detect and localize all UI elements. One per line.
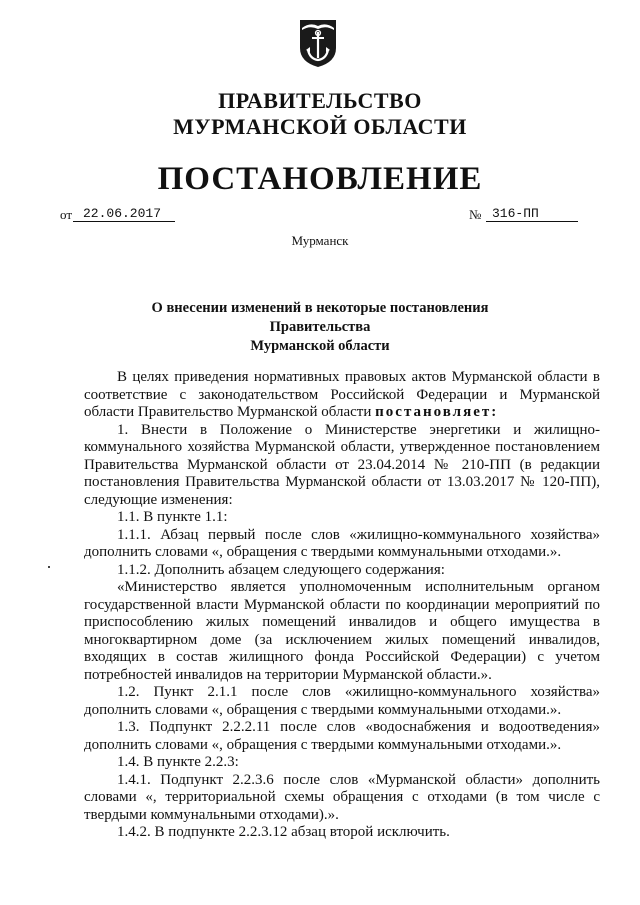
document-body [84, 369, 600, 842]
paragraph-1-3: 1.3. Подпункт 2.2.2.11 после слов «водоснабжения и водоотведения» дополнить словами «, обращения с твердыми коммунальными отходами.». [84, 719, 600, 753]
title-line1: О внесении изменений в некоторые постановления Правительства [151, 300, 489, 335]
paragraph-1-4-2: 1.4.2. В подпункте 2.2.3.12 абзац второй исключить. [117, 824, 450, 840]
paragraph-1-4: 1.4. В пункте 2.2.3: [117, 754, 239, 770]
scan-speck [48, 566, 50, 568]
resolves-word: постановляет: [375, 404, 499, 420]
number-label [469, 207, 481, 223]
number-sign: № [469, 207, 482, 222]
intro-paragraph [84, 369, 600, 422]
paragraph-1: 1. Внести в Положение о Министерстве энергетики и жилищно-коммунального хозяйства Мурманской области, утвержденное постановлением Правительства Мурманской области от 23.04.2014 № 210-ПП (в редакции постановления Правительства Мурманской области от 13.03.2017 № 120-ПП), следующие изменения: [84, 421, 600, 508]
org-name-line2: МУРМАНСКОЙ ОБЛАСТИ [173, 114, 467, 139]
document-type: ПОСТАНОВЛЕНИЕ [157, 161, 483, 197]
coat-of-arms-icon [296, 14, 340, 68]
intro-text: В целях приведения нормативных правовых актов Мурманской области в соответствие с законодательством Российской Федерации и Мурманской области Правительство Мурманской области [84, 369, 600, 420]
document-title [100, 299, 540, 356]
title-line2: Мурманской области [250, 338, 390, 354]
paragraph-1-1: 1.1. В пункте 1.1: [117, 509, 228, 525]
date-label-text: от [60, 207, 73, 222]
document-number: 316-ПП [486, 206, 578, 222]
paragraph-1-2: 1.2. Пункт 2.1.1 после слов «жилищно-коммунального хозяйства» дополнить словами «, обращения с твердыми коммунальными отходами.». [84, 684, 600, 718]
org-name-line1: ПРАВИТЕЛЬСТВО [218, 88, 422, 113]
date-label [60, 207, 72, 223]
city: Мурманск [291, 233, 349, 248]
paragraph-1-4-1: 1.4.1. Подпункт 2.2.3.6 после слов «Мурманской области» дополнить словами «, территориальной схемы обращения с отходами (в том числе с твердыми коммунальными отходами).». [84, 771, 600, 823]
paragraph-1-1-1: 1.1.1. Абзац первый после слов «жилищно-коммунального хозяйства» дополнить словами «, обращения с твердыми коммунальными отходами.». [84, 526, 600, 560]
document-date: 22.06.2017 [73, 206, 175, 222]
paragraph-quote: «Министерство является уполномоченным исполнительным органом государственной власти Мурманской области по координации мероприятий по приспособлению жилых помещений инвалидов и общего имущества в многоквартирном доме (за исключением жилых помещений инвалидов, входящих в состав жилищного фонда Российской Федерации) с учетом потребностей инвалидов на территории Мурманской области.». [84, 579, 600, 683]
paragraph-1-1-2: 1.1.2. Дополнить абзацем следующего содержания: [117, 561, 445, 578]
